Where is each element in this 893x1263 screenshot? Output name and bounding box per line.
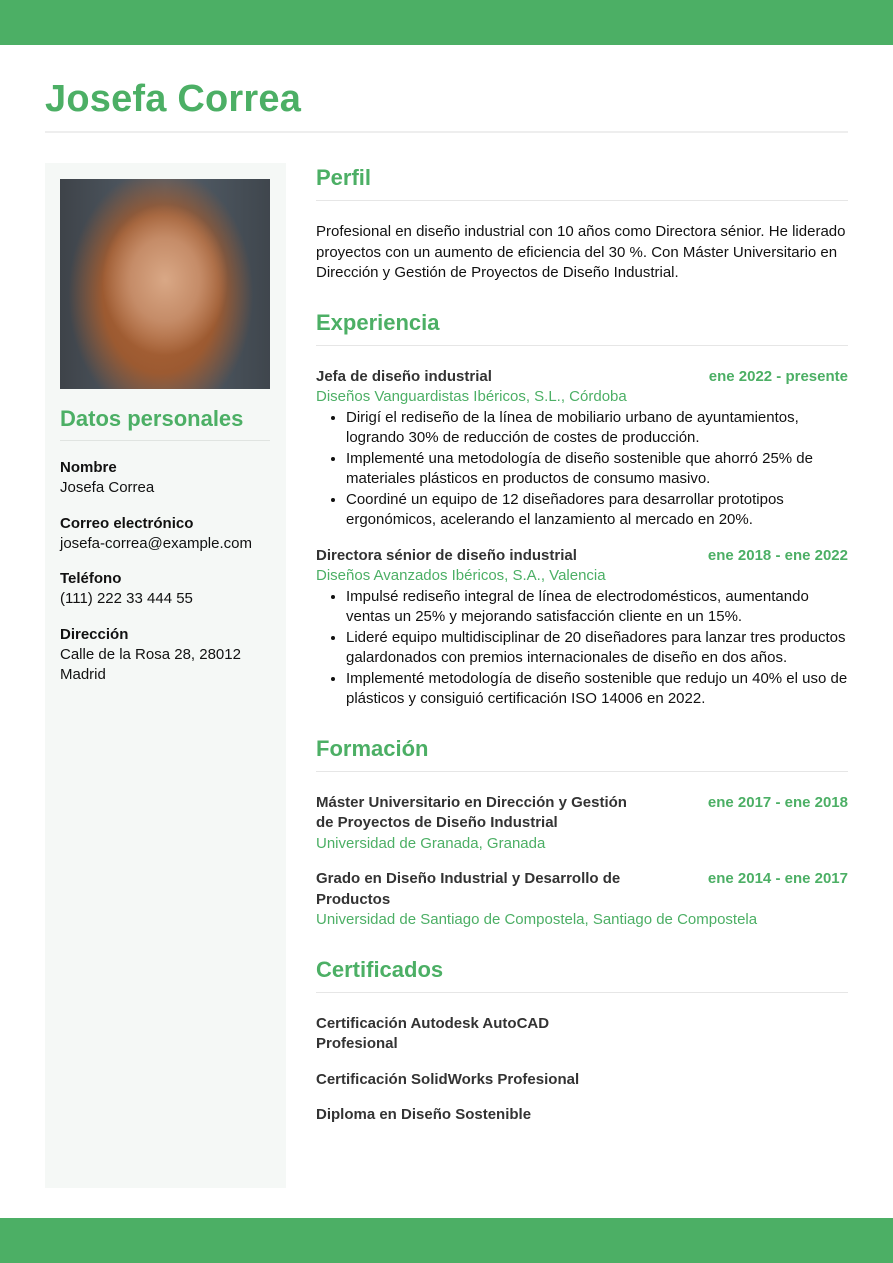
achievement-item: • Coordiné un equipo de 12 diseñadores para desarrollar prototipos ergonómicos, acelerando el lanzamiento al mercado en 20%. xyxy=(346,490,848,531)
top-accent-bar xyxy=(0,0,893,45)
field-phone xyxy=(60,569,275,610)
personal-data-title: Datos personales xyxy=(60,406,244,431)
field-value: Josefa Correa xyxy=(60,479,155,496)
profile-summary: Profesional en diseño industrial con 10 años como Directora sénior. He liderado proyectos con un aumento de eficiencia del 30 %. Con Máster Universitario en Dirección y Gestión de Proyectos de Diseño Industrial. xyxy=(316,223,846,281)
institution: Universidad de Santiago de Compostela, Santiago de Compostela xyxy=(316,911,758,928)
experience-entry xyxy=(316,546,848,710)
job-date: ene 2022 - presente xyxy=(708,367,848,385)
phone-value: (111) 222 33 444 55 xyxy=(60,590,193,607)
job-title: Jefa de diseño industrial xyxy=(316,367,492,385)
section-title: Experiencia xyxy=(316,309,440,335)
certificate-item: Diploma en Diseño Sostenible xyxy=(316,1106,532,1123)
field-address xyxy=(60,625,275,686)
profile-section xyxy=(316,163,848,284)
job-date: ene 2018 - ene 2022 xyxy=(707,546,848,564)
section-title: Formación xyxy=(316,735,429,761)
education-entry xyxy=(316,793,848,855)
section-divider xyxy=(316,345,848,346)
section-title: Certificados xyxy=(316,956,444,982)
achievement-item: • Implementé una metodología de diseño sostenible que ahorró 25% de materiales plásticos en productos de consumo masivo. xyxy=(346,449,848,490)
name-divider xyxy=(45,131,848,133)
company: Diseños Vanguardistas Ibéricos, S.L., Córdoba xyxy=(316,388,627,405)
certificates-section xyxy=(316,955,848,1126)
section-divider xyxy=(316,771,848,772)
achievement-item: • Implementé metodología de diseño sostenible que redujo un 40% el uso de plásticos y consiguió certificación ISO 14006 en 2022. xyxy=(346,669,848,710)
field-label: Nombre xyxy=(60,459,117,476)
email-value[interactable]: josefa-correa@example.com xyxy=(60,534,252,552)
field-label: Teléfono xyxy=(60,570,122,587)
field-label: Correo electrónico xyxy=(60,514,194,532)
achievement-item: • Impulsé rediseño integral de línea de electrodomésticos, aumentando ventas un 25% y mejorando satisfacción cliente en un 15%. xyxy=(346,587,848,628)
education-entry xyxy=(316,869,848,931)
achievement-list xyxy=(316,587,848,710)
profile-photo xyxy=(60,179,270,389)
section-title: Perfil xyxy=(316,165,372,190)
field-email xyxy=(60,514,275,555)
achievement-item: • Dirigí el rediseño de la línea de mobiliario urbano de ayuntamientos, logrando 30% de reducción de costes de producción. xyxy=(346,408,848,449)
degree-title: Máster Universitario en Dirección y Gestión de Proyectos de Diseño Industrial xyxy=(316,793,627,831)
bottom-accent-bar xyxy=(0,1218,893,1263)
address-value: Calle de la Rosa 28, 28012 Madrid xyxy=(60,645,241,683)
achievement-list xyxy=(316,408,848,531)
institution: Universidad de Granada, Granada xyxy=(316,834,546,852)
education-date: ene 2014 - ene 2017 xyxy=(707,870,848,887)
certificate-item: Certificación Autodesk AutoCAD Profesional xyxy=(316,1014,550,1052)
job-title: Directora sénior de diseño industrial xyxy=(316,546,577,564)
experience-section xyxy=(316,308,848,710)
company: Diseños Avanzados Ibéricos, S.A., Valencia xyxy=(316,567,606,584)
field-label: Dirección xyxy=(60,625,129,643)
section-divider xyxy=(316,992,848,993)
section-divider xyxy=(316,200,848,201)
sidebar xyxy=(45,163,286,1188)
certificate-item: Certificación SolidWorks Profesional xyxy=(316,1070,580,1088)
personal-data-list xyxy=(60,458,275,701)
field-name xyxy=(60,458,275,499)
candidate-name: Josefa Correa xyxy=(45,78,302,120)
experience-entry xyxy=(316,367,848,531)
achievement-item: • Lideré equipo multidisciplinar de 20 diseñadores para lanzar tres productos galardonados con premios internacionales de diseño en dos años. xyxy=(346,628,848,669)
personal-data-divider xyxy=(60,440,270,441)
degree-title: Grado en Diseño Industrial y Desarrollo de Productos xyxy=(316,870,621,908)
main-content xyxy=(316,163,848,1126)
education-section xyxy=(316,734,848,931)
education-date: ene 2017 - ene 2018 xyxy=(707,793,848,811)
